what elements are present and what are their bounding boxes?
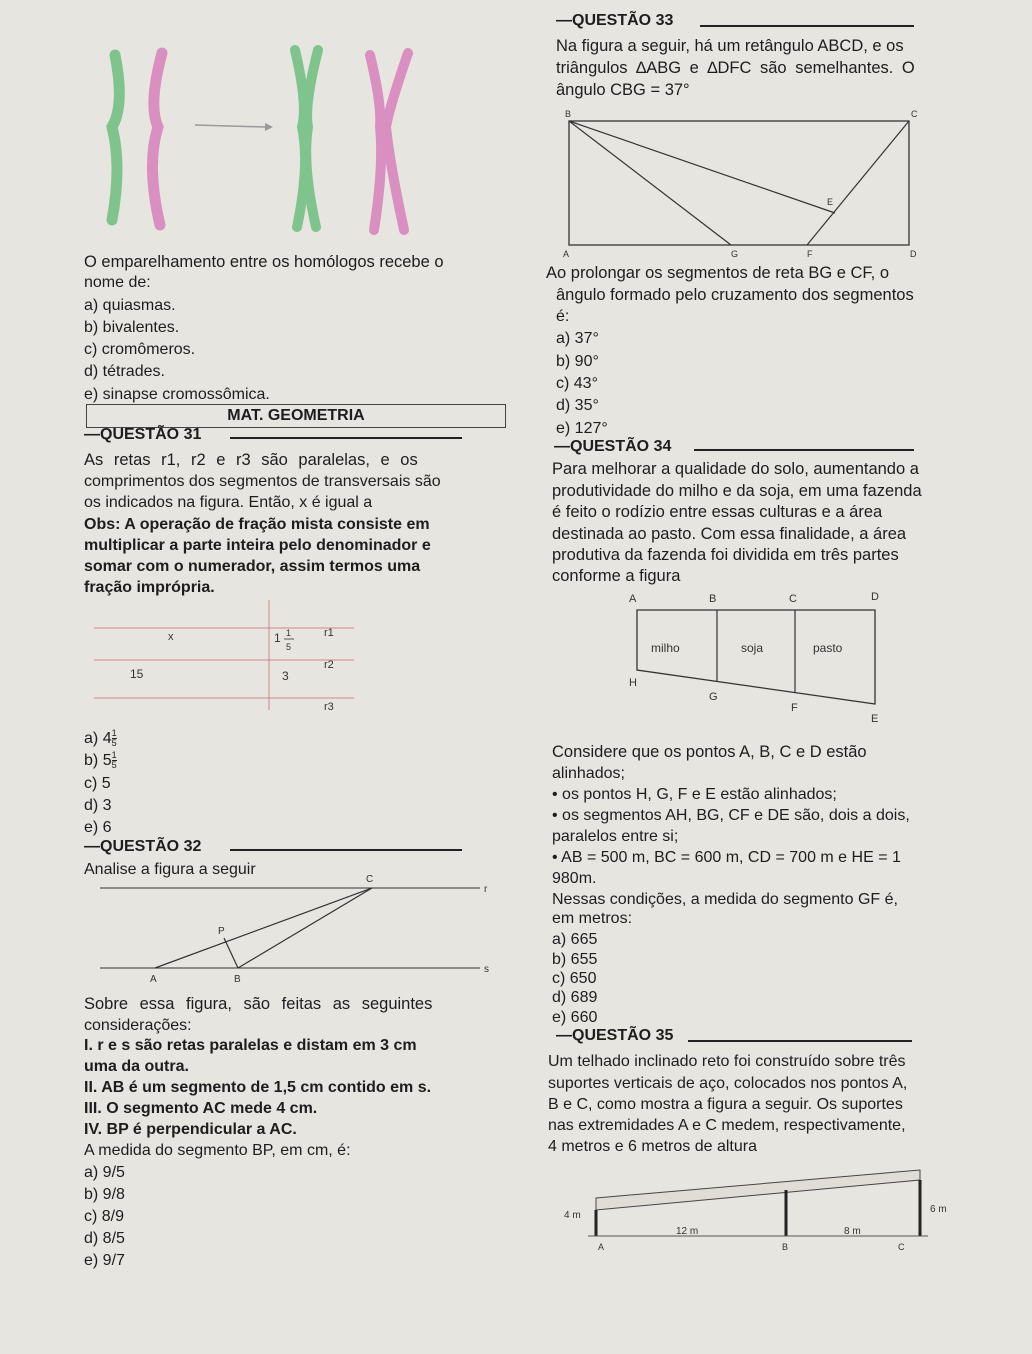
q35-label-8m: 8 m bbox=[844, 1226, 861, 1237]
q34-label-h: H bbox=[629, 677, 637, 689]
q35-line-3: B e C, como mostra a figura a seguir. Os suportes bbox=[548, 1096, 903, 1113]
q32-label-s: s bbox=[484, 964, 489, 975]
q35-rule bbox=[688, 1040, 912, 1042]
q32-option-e: e) 9/7 bbox=[84, 1252, 125, 1269]
chromosome-option-d: d) tétrades. bbox=[84, 363, 165, 380]
q34-label-soja: soja bbox=[741, 641, 764, 655]
q34-rule bbox=[694, 449, 914, 451]
q33-label-f: F bbox=[807, 249, 813, 259]
q31-option-a-num: 1 bbox=[111, 728, 117, 739]
q31-option-a-letter: a) bbox=[84, 730, 99, 747]
q34-cond-4: • os segmentos AH, BG, CF e DE são, dois a dois, bbox=[552, 807, 910, 824]
q31-mixed-num: 1 bbox=[286, 628, 292, 638]
q31-option-b-whole: 5 bbox=[102, 752, 112, 769]
q32-option-b: b) 9/8 bbox=[84, 1186, 125, 1203]
q32-line-1: Sobre essa figura, são feitas as seguintes bbox=[84, 995, 433, 1013]
q32-statement-3: III. O segmento AC mede 4 cm. bbox=[84, 1100, 318, 1117]
q32-option-c: c) 8/9 bbox=[84, 1208, 125, 1225]
chromosome-figure bbox=[90, 15, 450, 245]
q31-x-label: x bbox=[168, 631, 174, 643]
q34-label-milho: milho bbox=[651, 641, 680, 655]
q34-label-d: D bbox=[871, 591, 879, 603]
q31-line-1: As retas r1, r2 e r3 são paralelas, e os bbox=[84, 451, 418, 469]
q35-line-5: 4 metros e 6 metros de altura bbox=[548, 1138, 757, 1155]
q32-figure bbox=[100, 870, 500, 990]
q34-cond-1: Considere que os pontos A, B, C e D estão bbox=[552, 743, 867, 761]
q31-option-b-den: 5 bbox=[111, 760, 117, 771]
q32-rule bbox=[230, 849, 462, 851]
q31-option-d: d) 3 bbox=[84, 797, 112, 814]
q31-obs-3: somar com o numerador, assim termos uma bbox=[84, 558, 421, 575]
q34-cond-8: Nessas condições, a medida do segmento GF é, bbox=[552, 891, 898, 908]
q33-label-e: E bbox=[827, 197, 834, 207]
q31-obs-1: Obs: A operação de fração mista consiste em bbox=[84, 516, 430, 533]
q33-option-c: c) 43° bbox=[556, 375, 598, 392]
q34-cond-5: paralelos entre si; bbox=[552, 828, 679, 845]
q35-label-4m: 4 m bbox=[564, 1210, 581, 1221]
q35-line-2: suportes verticais de aço, colocados nos pontos A, bbox=[548, 1075, 908, 1092]
chromosome-caption-2: nome de: bbox=[84, 274, 151, 291]
q31-option-a bbox=[84, 728, 117, 749]
q31-line-2: comprimentos dos segmentos de transversais são bbox=[84, 473, 441, 490]
q34-label-b: B bbox=[709, 593, 717, 605]
q34-option-e: e) 660 bbox=[552, 1009, 598, 1026]
q33-label-g: G bbox=[731, 249, 739, 259]
q32-statement-4: IV. BP é perpendicular a AC. bbox=[84, 1121, 297, 1138]
q32-label-c: C bbox=[366, 874, 374, 885]
q33-line-3: ângulo CBG = 37° bbox=[556, 81, 690, 99]
q31-r3-label: r3 bbox=[324, 701, 334, 713]
q34-label-c: C bbox=[789, 593, 797, 605]
q31-option-a-den: 5 bbox=[111, 738, 117, 749]
q35-label-a: A bbox=[598, 1242, 605, 1252]
q33-after-1: Ao prolongar os segmentos de reta BG e CF, o bbox=[546, 264, 890, 282]
q32-line-2: considerações: bbox=[84, 1017, 192, 1034]
q33-label-d: D bbox=[910, 249, 917, 259]
q34-cond-7: 980m. bbox=[552, 870, 597, 887]
chromosome-caption: O emparelhamento entre os homólogos recebe o bbox=[84, 253, 444, 271]
q33-line-1: Na figura a seguir, há um retângulo ABCD, e os bbox=[556, 37, 904, 55]
q33-label-b: B bbox=[565, 109, 572, 119]
q35-label-6m: 6 m bbox=[930, 1204, 947, 1215]
q31-obs-2: multiplicar a parte inteira pelo denominador e bbox=[84, 537, 431, 554]
q32-statement-1: I. r e s são retas paralelas e distam em 3 cm bbox=[84, 1037, 417, 1054]
q34-cond-9: em metros: bbox=[552, 910, 633, 927]
q34-label-f: F bbox=[791, 702, 798, 714]
q35-label-b: B bbox=[782, 1242, 789, 1252]
q31-r1-label: r1 bbox=[324, 627, 334, 639]
section-title: MAT. GEOMETRIA bbox=[86, 404, 506, 428]
q35-label-c: C bbox=[898, 1242, 905, 1252]
q31-3-label: 3 bbox=[282, 669, 289, 683]
q33-option-e: e) 127° bbox=[556, 420, 608, 437]
q31-rule bbox=[230, 437, 462, 439]
q31-15-label: 15 bbox=[130, 667, 144, 681]
q31-mixed-whole: 1 bbox=[274, 631, 281, 645]
q33-line-2: triângulos ∆ABG e ∆DFC são semelhantes. O bbox=[556, 59, 915, 77]
q31-mixed-den: 5 bbox=[286, 642, 292, 652]
q33-option-a: a) 37° bbox=[556, 330, 599, 347]
chromosome-option-b: b) bivalentes. bbox=[84, 319, 180, 336]
q35-line-1: Um telhado inclinado reto foi construído sobre três bbox=[548, 1053, 906, 1070]
q33-rule bbox=[700, 25, 914, 27]
q34-line-3: é feito o rodízio entre essas culturas e a área bbox=[552, 503, 883, 521]
q35-line-4: nas extremidades A e C medem, respectivamente, bbox=[548, 1117, 906, 1134]
q31-obs-4: fração imprópria. bbox=[84, 579, 215, 596]
q34-line-5: produtiva da fazenda foi dividida em três partes bbox=[552, 546, 899, 564]
q34-line-2: produtividade do milho e da soja, em uma fazenda bbox=[552, 482, 922, 500]
q32-label-r: r bbox=[484, 884, 488, 895]
q34-option-d: d) 689 bbox=[552, 989, 598, 1006]
q32-option-d: d) 8/5 bbox=[84, 1230, 125, 1247]
q34-label-pasto: pasto bbox=[813, 641, 843, 655]
q33-title: —QUESTÃO 33 bbox=[556, 12, 674, 29]
chromosome-option-e: e) sinapse cromossômica. bbox=[84, 386, 270, 403]
q34-figure bbox=[615, 588, 895, 728]
q34-line-6: conforme a figura bbox=[552, 567, 681, 585]
q34-option-c: c) 650 bbox=[552, 970, 597, 987]
q34-cond-3: • os pontos H, G, F e E estão alinhados; bbox=[552, 786, 837, 803]
q32-label-p: P bbox=[218, 926, 225, 937]
q31-option-b bbox=[84, 750, 117, 771]
q32-question: A medida do segmento BP, em cm, é: bbox=[84, 1142, 351, 1159]
q33-label-a: A bbox=[563, 249, 570, 259]
chromosome-option-a: a) quiasmas. bbox=[84, 297, 176, 314]
chromosome-option-c: c) cromômeros. bbox=[84, 341, 196, 358]
q34-cond-2: alinhados; bbox=[552, 765, 625, 782]
q31-option-c: c) 5 bbox=[84, 775, 111, 792]
q32-label-b: B bbox=[234, 974, 241, 985]
q31-option-b-num: 1 bbox=[111, 750, 117, 761]
q34-option-b: b) 655 bbox=[552, 951, 598, 968]
q33-label-c: C bbox=[911, 109, 918, 119]
q31-option-b-letter: b) bbox=[84, 752, 99, 769]
q35-label-12m: 12 m bbox=[676, 1226, 699, 1237]
q31-line-3: os indicados na figura. Então, x é igual a bbox=[84, 494, 373, 511]
q32-label-a: A bbox=[150, 974, 157, 985]
q32-title: —QUESTÃO 32 bbox=[84, 838, 202, 855]
q34-line-1: Para melhorar a qualidade do solo, aumentando a bbox=[552, 460, 919, 478]
q34-label-g: G bbox=[709, 691, 718, 703]
q33-option-d: d) 35° bbox=[556, 397, 599, 414]
q34-cond-6: • AB = 500 m, BC = 600 m, CD = 700 m e HE = 1 bbox=[552, 849, 901, 866]
q33-figure bbox=[555, 105, 935, 265]
q33-after-3: é: bbox=[556, 308, 570, 325]
q34-line-4: destinada ao pasto. Com essa finalidade, a área bbox=[552, 525, 907, 543]
q32-option-a: a) 9/5 bbox=[84, 1164, 125, 1181]
q34-title: —QUESTÃO 34 bbox=[554, 438, 672, 455]
q35-figure bbox=[548, 1158, 968, 1258]
q33-option-b: b) 90° bbox=[556, 353, 599, 370]
q31-option-a-whole: 4 bbox=[102, 730, 112, 747]
q31-option-e: e) 6 bbox=[84, 819, 112, 836]
q31-figure bbox=[84, 600, 484, 715]
q32-intro: Analise a figura a seguir bbox=[84, 861, 256, 878]
q35-title: —QUESTÃO 35 bbox=[556, 1027, 674, 1044]
q32-statement-1b: uma da outra. bbox=[84, 1058, 189, 1075]
q34-label-a: A bbox=[629, 593, 637, 605]
q31-r2-label: r2 bbox=[324, 659, 334, 671]
q34-option-a: a) 665 bbox=[552, 931, 598, 948]
q31-title: —QUESTÃO 31 bbox=[84, 426, 202, 443]
q32-statement-2: II. AB é um segmento de 1,5 cm contido em s. bbox=[84, 1079, 432, 1096]
q34-label-e: E bbox=[871, 713, 879, 725]
q33-after-2: ângulo formado pelo cruzamento dos segmentos bbox=[556, 286, 914, 304]
